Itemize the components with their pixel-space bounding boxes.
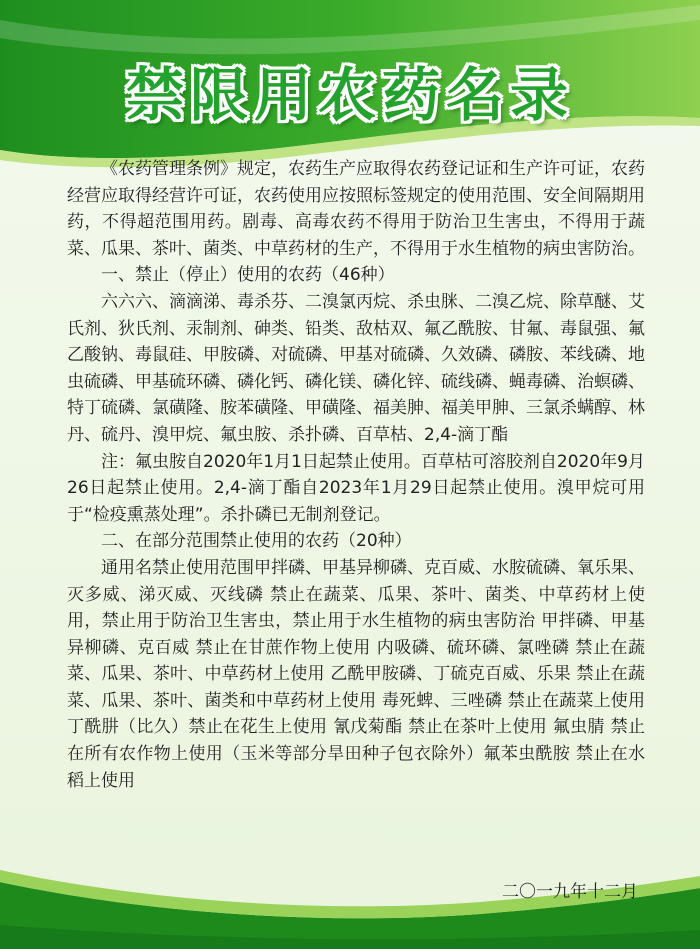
section2-body: 通用名禁止使用范围甲拌磷、甲基异柳磷、克百威、水胺硫磷、氧乐果、灭多威、涕灭威、灭线磷 禁止在蔬菜、瓜果、茶叶、菌类、中草药材上使用，禁止用于防治卫生害虫，禁止用于水生植物的病虫害防治 甲拌磷、甲基异柳磷、克百威 禁止在甘蔗作物上使用 内吸磷、硫环磷、氯唑磷 禁止在蔬菜、瓜果、茶叶、中草药材上使用 乙酰甲胺磷、丁硫克百威、乐果 禁止在蔬菜、瓜果、茶叶、菌类和中草药材上使用 毒死蜱、三唑磷 禁止在蔬菜上使用 丁酰肼（比久）禁止在花生上使用 氰戊菊酯 禁止在茶叶上使用 氟虫腈 禁止在所有农作物上使用（玉米等部分旱田种子包衣除外）氟苯虫酰胺 禁止在水稻上使用 — [67, 557, 645, 791]
section1-heading: 一、禁止（停止）使用的农药（46种） — [101, 265, 395, 286]
intro-paragraph: 《农药管理条例》规定，农药生产应取得农药登记证和生产许可证，农药经营应取得经营许可证，农药使用应按照标签规定的使用范围、安全间隔期用药，不得超范围用药。剧毒、高毒农药不得用于防治卫生害虫，不得用于蔬菜、瓜果、茶叶、菌类、中草药材的生产，不得用于水生植物的病虫害防治。 — [67, 159, 645, 259]
document-body — [67, 156, 645, 794]
section2-heading: 二、在部分范围禁止使用的农药（20种） — [101, 531, 412, 552]
issue-date: 二〇一九年十二月 — [502, 882, 638, 902]
page-title: 禁限用农药名录 — [125, 61, 574, 129]
section1-note: 注：氟虫胺自2020年1月1日起禁止使用。百草枯可溶胶剂自2020年9月26日起禁止使用。2,4-滴丁酯自2023年1月29日起禁止使用。溴甲烷可用于“检疫熏蒸处理”。杀扑磷已无制剂登记。 — [67, 451, 645, 525]
section1-list: 六六六、滴滴涕、毒杀芬、二溴氯丙烷、杀虫脒、二溴乙烷、除草醚、艾氏剂、狄氏剂、汞制剂、砷类、铅类、敌枯双、氟乙酰胺、甘氟、毒鼠强、氟乙酸钠、毒鼠硅、甲胺磷、对硫磷、甲基对硫磷、久效磷、磷胺、苯线磷、地虫硫磷、甲基硫环磷、磷化钙、磷化镁、磷化锌、硫线磷、蝇毒磷、治螟磷、特丁硫磷、氯磺隆、胺苯磺隆、甲磺隆、福美胂、福美甲胂、三氯杀螨醇、林丹、硫丹、溴甲烷、氟虫胺、杀扑磷、百草枯、2,4-滴丁酯 — [67, 291, 645, 445]
